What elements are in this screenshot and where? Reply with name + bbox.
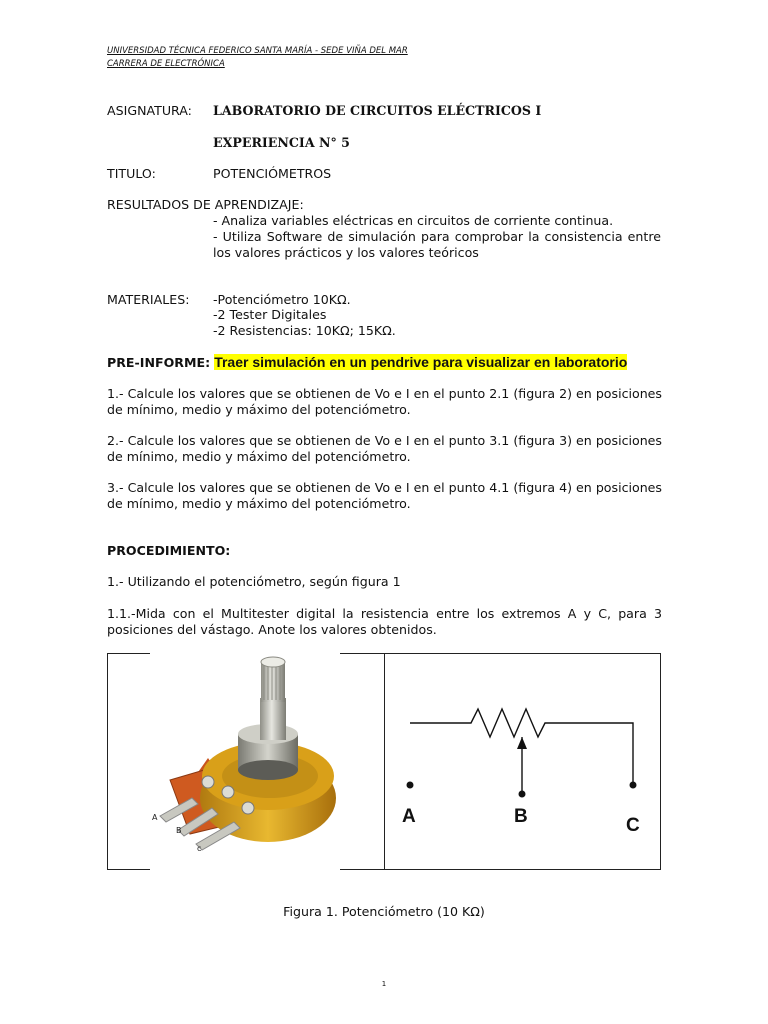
procedimiento-heading: PROCEDIMIENTO: [107,543,231,558]
potentiometer-schematic [385,654,660,869]
photo-label-c: c [197,844,202,853]
preinforme-question-2: 2.- Calcule los valores que se obtienen de Vo e I en el punto 3.1 (figura 3) en posiciones de mínimo, medio y máximo del potenciómetro. [107,433,662,464]
asignatura-label: ASIGNATURA: [107,103,192,118]
photo-label-b: B [176,826,182,835]
experiencia-title: EXPERIENCIA N° 5 [213,135,350,150]
materiales-label: MATERIALES: [107,292,190,307]
preinforme-question-3: 3.- Calcule los valores que se obtienen de Vo e I en el punto 4.1 (figura 4) en posiciones de mínimo, medio y máximo del potenciómetro. [107,480,662,511]
materiales-item-2: -2 Tester Digitales [213,307,327,322]
procedimiento-step-1-1: 1.1.-Mida con el Multitester digital la resistencia entre los extremos A y C, para 3 posiciones del vástago. Anote los valores obtenidos. [107,606,662,637]
terminal-b-dot [519,791,526,798]
materiales-item-3: -2 Resistencias: 10KΩ; 15KΩ. [213,323,396,338]
terminal-a-dot [407,782,414,789]
preinforme-highlight: Traer simulación en un pendrive para visualizar en laboratorio [214,354,628,370]
procedimiento-step-1: 1.- Utilizando el potenciómetro, según figura 1 [107,574,401,589]
materiales-item-1: -Potenciómetro 10KΩ. [213,292,351,307]
potentiometer-photo [150,648,340,870]
asignatura-value: LABORATORIO DE CIRCUITOS ELÉCTRICOS I [213,103,542,118]
resultados-item-1: - Analiza variables eléctricas en circuitos de corriente continua. [213,213,614,228]
schematic-label-a: A [402,806,416,827]
titulo-value: POTENCIÓMETROS [213,166,332,181]
photo-label-a: A [152,813,158,822]
page-number: 1 [381,980,387,988]
schematic-label-c: C [626,815,640,836]
titulo-label: TITULO: [107,166,156,181]
resultados-item-2: - Utiliza Software de simulación para comprobar la consistencia entre [213,229,661,244]
preinforme-question-1: 1.- Calcule los valores que se obtienen de Vo e I en el punto 2.1 (figura 2) en posiciones de mínimo, medio y máximo del potenciómetro. [107,386,662,417]
resultados-label: RESULTADOS DE APRENDIZAJE: [107,197,304,212]
terminal-c-dot [630,782,637,789]
resultados-item-2-cont: los valores prácticos y los valores teóricos [213,245,479,260]
header-university: UNIVERSIDAD TÉCNICA FEDERICO SANTA MARÍA - SEDE VIÑA DEL MAR [107,46,408,56]
figure-caption: Figura 1. Potenciómetro (10 KΩ) [283,904,485,919]
preinforme-line [107,354,627,371]
preinforme-label: PRE-INFORME: [107,355,211,370]
schematic-label-b: B [514,806,528,827]
header-career: CARRERA DE ELECTRÓNICA [107,59,225,69]
